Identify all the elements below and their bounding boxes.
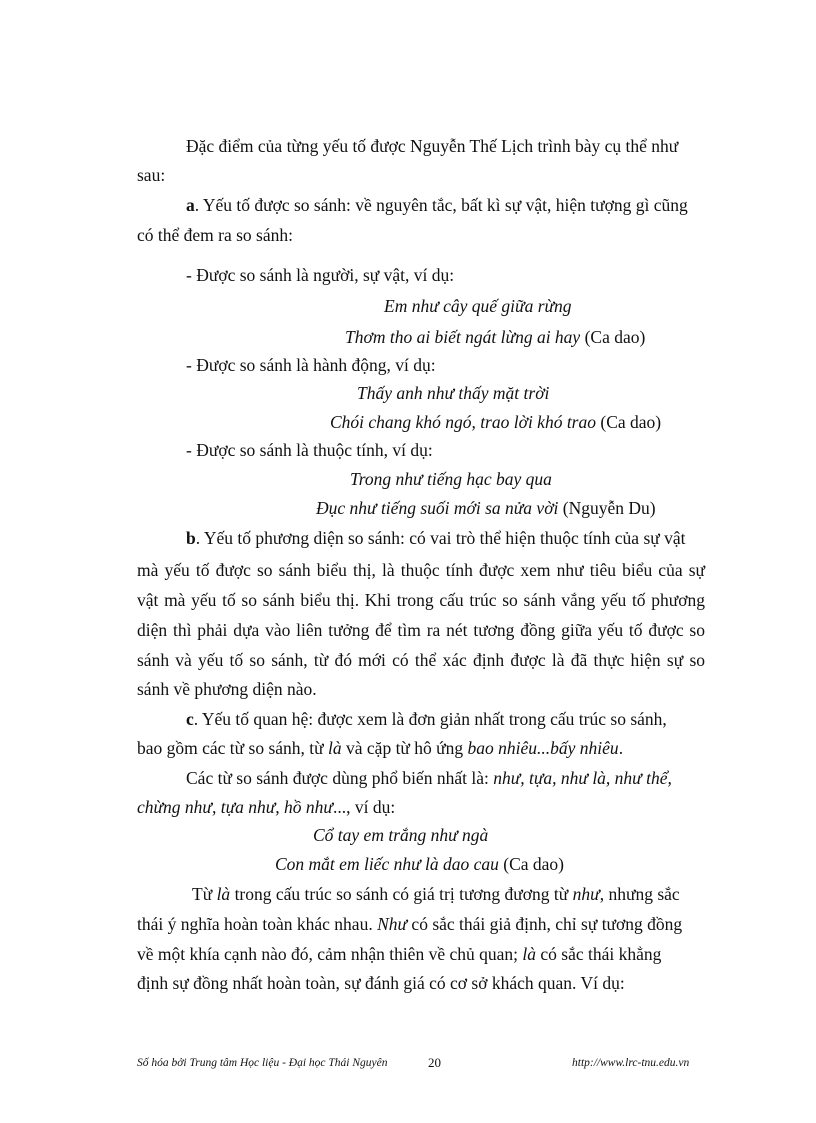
section-c-line-1 [186, 708, 667, 730]
text: về một khía cạnh nào đó, cảm nhận thiên về chủ quan; [137, 944, 518, 964]
text: thái ý nghĩa hoàn toàn khác nhau. [137, 914, 378, 934]
emphasis: Như [377, 914, 408, 934]
example-1-verse-1 [384, 295, 572, 317]
verse-source: (Ca dao) [498, 854, 565, 874]
section-b-line-6 [137, 678, 317, 700]
paragraph-words-line-1 [186, 767, 672, 789]
section-b-line-1 [186, 527, 686, 549]
paragraph-intro-line-2 [137, 164, 165, 186]
page-number: 20 [428, 1055, 441, 1070]
text: có sắc thái khẳng [536, 944, 662, 964]
url-link[interactable]: http://www.lrc-tnu.edu.vn [572, 1057, 690, 1069]
section-label: c [186, 709, 194, 729]
emphasis: là [522, 944, 536, 964]
paragraph-la-line-1 [192, 883, 680, 905]
emphasis: như, tựa, như là, như thể, [493, 768, 672, 788]
example-3-verse-2 [316, 497, 656, 519]
example-2-verse-2 [330, 411, 661, 433]
verse: Em như cây quế giữa rừng [384, 296, 572, 316]
section-label: b [186, 528, 196, 548]
verse: Thấy anh như thấy mặt trời [357, 383, 550, 403]
section-b-line-3 [137, 589, 705, 611]
text: và cặp từ hô ứng [341, 738, 468, 758]
verse: Chói chang khó ngó, trao lời khó trao [330, 412, 596, 432]
text: . Yếu tố được so sánh: về nguyên tắc, bất kì sự vật, hiện tượng gì cũng [194, 195, 688, 215]
example-1-verse-2 [345, 326, 645, 348]
text: vật mà yếu tố so sánh biểu thị. Khi trong cấu trúc so sánh vắng yếu tố phương [137, 590, 705, 610]
text: ..., ví dụ: [332, 797, 396, 817]
text: mà yếu tố được so sánh biểu thị, là thuộc tính được xem như tiêu biểu của sự [137, 560, 705, 580]
text: Đặc điểm của từng yếu tố được Nguyễn Thế Lịch trình bày cụ thể như [186, 136, 679, 156]
paragraph-la-line-3 [137, 943, 661, 965]
emphasis: là [328, 738, 342, 758]
text: . [618, 738, 624, 758]
verse-source: (Ca dao) [596, 412, 662, 432]
section-b-line-5 [137, 649, 705, 671]
verse: Cổ tay em trắng như ngà [313, 825, 489, 845]
text: có sắc thái giả định, chỉ sự tương đồng [407, 914, 683, 934]
text: diện thì phải dựa vào liên tưởng để tìm ra nét tương đồng giữa yếu tố được so [137, 620, 705, 640]
text: Số hóa bởi Trung tâm Học liệu - Đại học Thái Nguyên [137, 1057, 388, 1069]
example-2-verse-1 [357, 382, 549, 404]
footer-url[interactable] [572, 1057, 689, 1069]
emphasis: chừng như, tựa như, hồ như [137, 797, 333, 817]
emphasis: là [216, 884, 231, 904]
verse: Đục như tiếng suối mới sa nửa vời [316, 498, 559, 518]
text: - Được so sánh là hành động, ví dụ: [186, 355, 436, 375]
paragraph-words-line-2 [137, 796, 395, 818]
example-4-verse-1 [313, 824, 488, 846]
text: có thể đem ra so sánh: [137, 225, 293, 245]
section-c-line-2 [137, 737, 623, 759]
footer-source [137, 1057, 388, 1069]
verse-source: (Nguyễn Du) [558, 498, 656, 518]
example-3-intro [186, 439, 433, 461]
text: trong cấu trúc so sánh có giá trị tương đương từ [230, 884, 573, 904]
section-label: a [186, 195, 195, 215]
text: - Được so sánh là thuộc tính, ví dụ: [186, 440, 433, 460]
text: sau: [137, 165, 166, 185]
text: Các từ so sánh được dùng phổ biến nhất là: [186, 768, 494, 788]
emphasis: bao nhiêu...bấy nhiêu [467, 738, 619, 758]
verse-source: (Ca dao) [580, 327, 646, 347]
section-b-line-2 [137, 559, 705, 581]
text: sánh về phương diện nào. [137, 679, 317, 699]
paragraph-intro-line-1 [186, 135, 678, 157]
section-a-line-1 [186, 194, 688, 216]
text: Từ [192, 884, 217, 904]
emphasis: như [572, 884, 600, 904]
example-3-verse-1 [350, 468, 552, 490]
text: sánh và yếu tố so sánh, từ đó mới có thể xác định được là đã thực hiện sự so [137, 650, 705, 670]
example-2-intro [186, 354, 436, 376]
text: , nhưng sắc [599, 884, 680, 904]
text: định sự đồng nhất hoàn toàn, sự đánh giá có cơ sở khách quan. Ví dụ: [137, 973, 625, 993]
text: . Yếu tố quan hệ: được xem là đơn giản nhất trong cấu trúc so sánh, [193, 709, 667, 729]
verse: Thơm tho ai biết ngát lừng ai hay [345, 327, 581, 347]
verse: Trong như tiếng hạc bay qua [350, 469, 552, 489]
example-4-verse-2 [275, 853, 564, 875]
example-1-intro [186, 264, 454, 286]
verse: Con mắt em liếc như là dao cau [275, 854, 499, 874]
section-a-line-2 [137, 224, 293, 246]
text: . Yếu tố phương diện so sánh: có vai trò thể hiện thuộc tính của sự vật [195, 528, 686, 548]
section-b-line-4 [137, 619, 705, 641]
text: - Được so sánh là người, sự vật, ví dụ: [186, 265, 455, 285]
paragraph-la-line-4 [137, 972, 625, 994]
paragraph-la-line-2 [137, 913, 682, 935]
text: bao gồm các từ so sánh, từ [137, 738, 329, 758]
